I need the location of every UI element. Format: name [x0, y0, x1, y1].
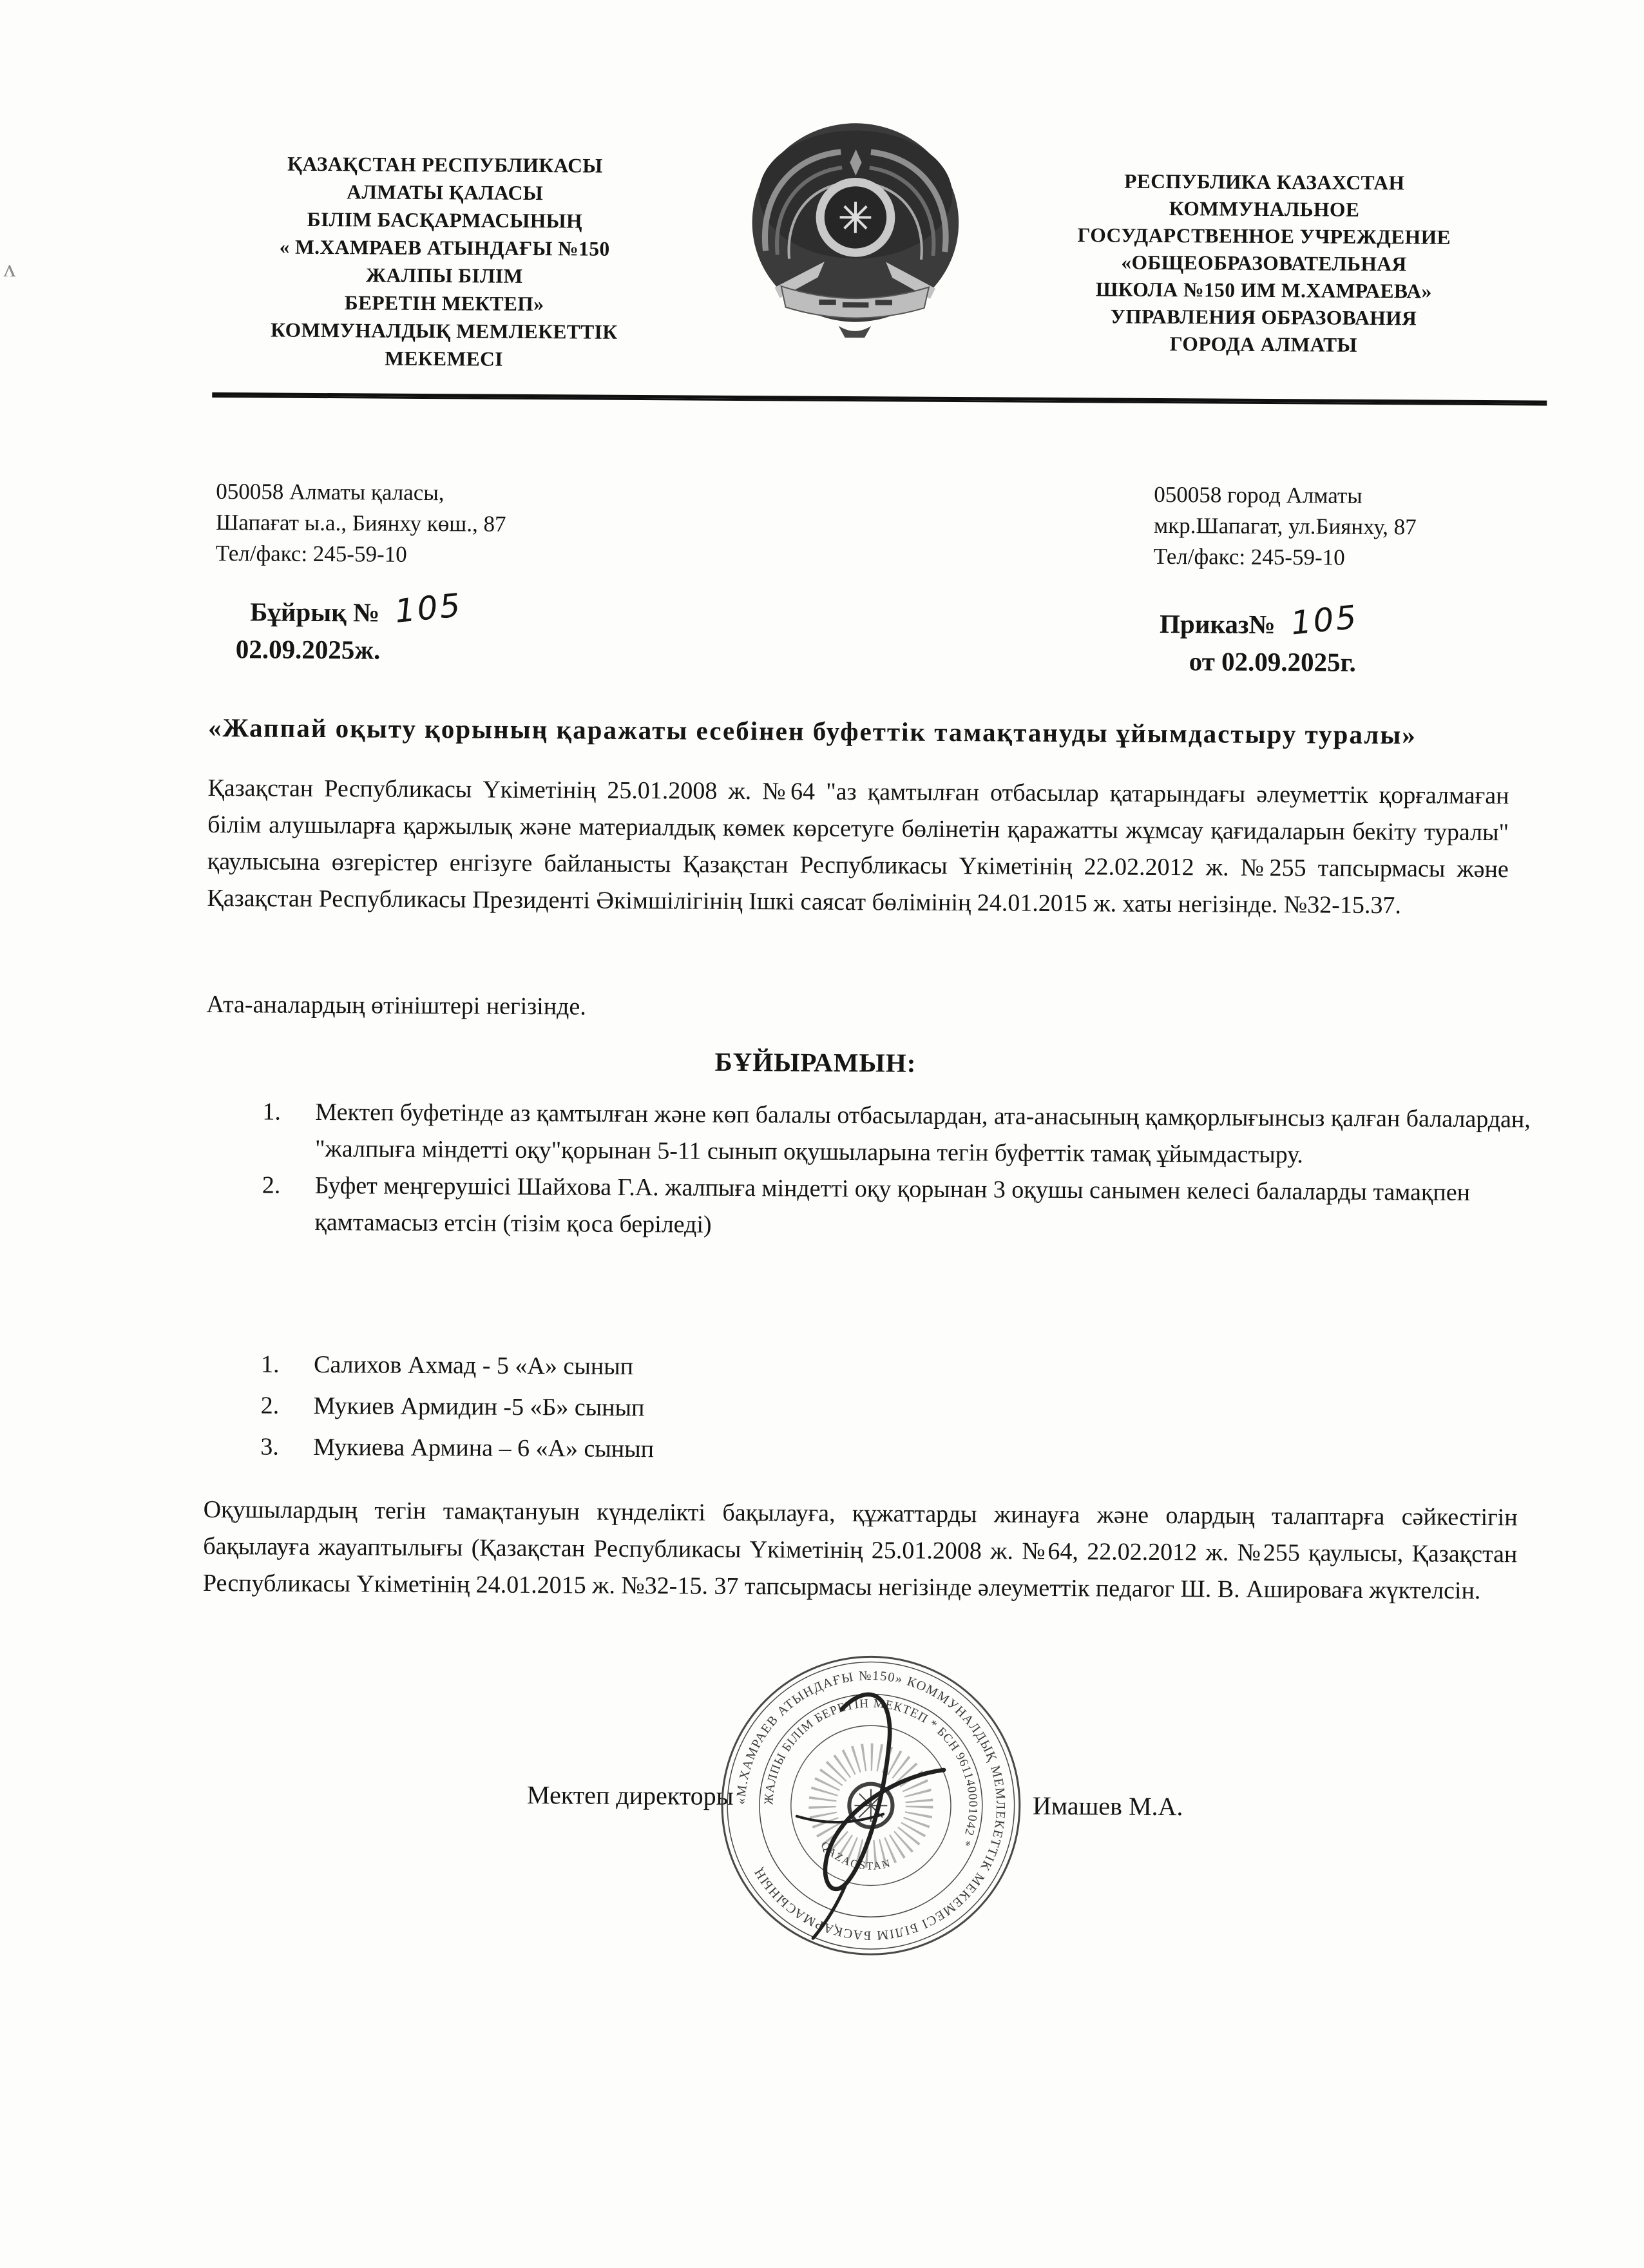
student-number: 2.	[260, 1385, 313, 1426]
list-item-number: 1.	[262, 1093, 315, 1130]
scan-edge-artifact: ʌ	[3, 255, 15, 283]
list-item-text: Буфет меңгерушісі Шайхова Г.А. жалпыға міндетті оқу қорынан 3 оқушы санымен келесі балаларды тамақпен қамтамасыз етсін (тізім қоса беріледі)	[314, 1168, 1557, 1249]
signature-role: Мектеп директоры	[527, 1780, 734, 1811]
responsibility-paragraph: Оқушылардың тегін тамақтануын күнделікті бақылауға, құжаттарды жинауға және олардың талаптарға сәйкестігін бақылауға жауаптылығы (Қазақстан Республикасы Үкіметінің 25.01.2008 ж. №64, 22.02.2012 ж. №255 қаулысы, Қазақстан Республикасы Үкіметінің 24.01.2015 ж. №32-15. 37 тапсырмасы негізінде әлеуметтік педагог Ш. В. Ашироваға жүктелсін.	[203, 1492, 1518, 1610]
org-left-line: КОММУНАЛДЫҚ МЕМЛЕКЕТТІК	[214, 316, 674, 346]
org-right-line: ГОСУДАРСТВЕННОЕ УЧРЕЖДЕНИЕ	[1005, 221, 1524, 251]
address-line: Тел/факс: 245-59-10	[1154, 541, 1417, 573]
org-name-kazakh	[213, 149, 675, 374]
student-row	[260, 1385, 1162, 1432]
org-name-russian	[1004, 167, 1524, 360]
list-item	[262, 1167, 1557, 1248]
address-line: мкр.Шапагат, ул.Биянху, 87	[1154, 510, 1417, 543]
student-name: Салихов Ахмад - 5 «А» сынып	[314, 1344, 1163, 1390]
order-number-handwritten: 105	[1289, 599, 1360, 642]
org-right-line: КОММУНАЛЬНОЕ	[1005, 194, 1524, 224]
student-number: 1.	[261, 1343, 314, 1385]
org-right-line: РЕСПУБЛИКА КАЗАХСТАН	[1005, 167, 1524, 197]
org-left-line: БЕРЕТІН МЕКТЕП»	[214, 288, 674, 318]
org-right-line: УПРАВЛЕНИЯ ОБРАЗОВАНИЯ	[1004, 302, 1523, 332]
org-left-line: БІЛІМ БАСҚАРМАСЫНЫҢ	[215, 205, 675, 235]
legal-basis-paragraph: Қазақстан Республикасы Үкіметінің 25.01.2008 ж. №64 "аз қамтылған отбасылар қатарындағы әлеуметтік қорғалмаған білім алушыларға қаржылық және материалдық көмек көрсетуге бөлінетін қаражатты жұмсау қағидаларын бекіту туралы" қаулысына өзгерістер енгізуге байланысты Қазақстан Республикасы Үкіметінің 22.02.2012 ж. №255 тапсырмасы және Қазақстан Республикасы Президенті Әкімшілігінің Ішкі саясат бөлімінің 24.01.2015 ж. хаты негізінде. №32-15.37.	[207, 770, 1509, 925]
school-round-stamp	[716, 1651, 1026, 1961]
order-number-russian	[1160, 603, 1359, 681]
org-left-line: « М.ХАМРАЕВ АТЫНДАҒЫ №150	[215, 233, 675, 263]
stamp-inner-ring-text: ЖАЛПЫ БІЛІМ БЕРЕТІН МЕКТЕП * БСН 961140001042 *	[762, 1696, 980, 1849]
kazakhstan-emblem-icon	[740, 112, 971, 339]
list-item	[262, 1093, 1558, 1175]
order-items-list	[262, 1093, 1557, 1248]
order-label: Приказ№	[1160, 609, 1276, 639]
resolve-heading: БҰЙЫРАМЫН:	[0, 1042, 1638, 1083]
list-item-number: 2.	[262, 1167, 315, 1204]
address-line: Шапағат ы.а., Биянху көш., 87	[216, 507, 506, 540]
address-line: 050058 Алматы қаласы,	[216, 476, 506, 509]
document-title: «Жаппай оқыту қорының қаражаты есебінен буфеттік тамақтануды ұйымдастыру туралы»	[208, 712, 1558, 751]
parents-request-line: Ата-аналардың өтініштері негізінде.	[206, 986, 1108, 1029]
address-line: 050058 город Алматы	[1154, 479, 1417, 512]
org-left-line: МЕКЕМЕСІ	[213, 343, 674, 374]
order-date: 02.09.2025ж.	[236, 630, 463, 669]
org-right-line: «ОБЩЕОБРАЗОВАТЕЛЬНАЯ	[1004, 248, 1523, 278]
students-list	[260, 1343, 1163, 1473]
order-date: от 02.09.2025г.	[1189, 642, 1359, 681]
student-number: 3.	[260, 1426, 313, 1467]
list-item-text: Мектеп буфетінде аз қамтылған және көп балалы отбасылардан, ата-анасының қамқорлығынсыз қалған балалардан, "жалпыға міндетті оқу"қорынан 5-11 сынып оқушыларына тегін буфеттік тамақ ұйымдастыру.	[315, 1094, 1558, 1175]
address-line: Тел/факс: 245-59-10	[216, 538, 506, 571]
student-row	[260, 1426, 1162, 1473]
stamp-center-text: QAZAQSTAN	[818, 1839, 893, 1872]
address-russian	[1154, 479, 1417, 573]
student-name: Мукиев Армидин -5 «Б» сынып	[313, 1385, 1162, 1432]
order-label: Бұйрық №	[250, 597, 379, 627]
org-left-line: АЛМАТЫ ҚАЛАСЫ	[215, 177, 675, 207]
org-right-line: ШКОЛА №150 ИМ М.ХАМРАЕВА»	[1004, 275, 1523, 305]
stamp-outer-ring-text: «М.ХАМРАЕВ АТЫНДАҒЫ №150» КОММУНАЛДЫҚ МЕМЛЕКЕТТІК МЕКЕМЕСІ БІЛІМ БАСҚАРМАСЫНЫҢ	[733, 1667, 1008, 1943]
org-right-line: ГОРОДА АЛМАТЫ	[1004, 329, 1523, 360]
signature-name: Имашев М.А.	[1033, 1791, 1183, 1821]
order-number-kazakh	[250, 591, 463, 669]
org-left-line: ЖАЛПЫ БІЛІМ	[214, 260, 674, 291]
org-left-line: ҚАЗАҚСТАН РЕСПУБЛИКАСЫ	[215, 149, 675, 180]
student-name: Мукиева Армина – 6 «А» сынып	[313, 1427, 1162, 1473]
order-number-handwritten: 105	[394, 586, 464, 630]
student-row	[261, 1343, 1163, 1390]
address-kazakh	[216, 476, 506, 571]
header-divider-rule	[212, 392, 1547, 406]
